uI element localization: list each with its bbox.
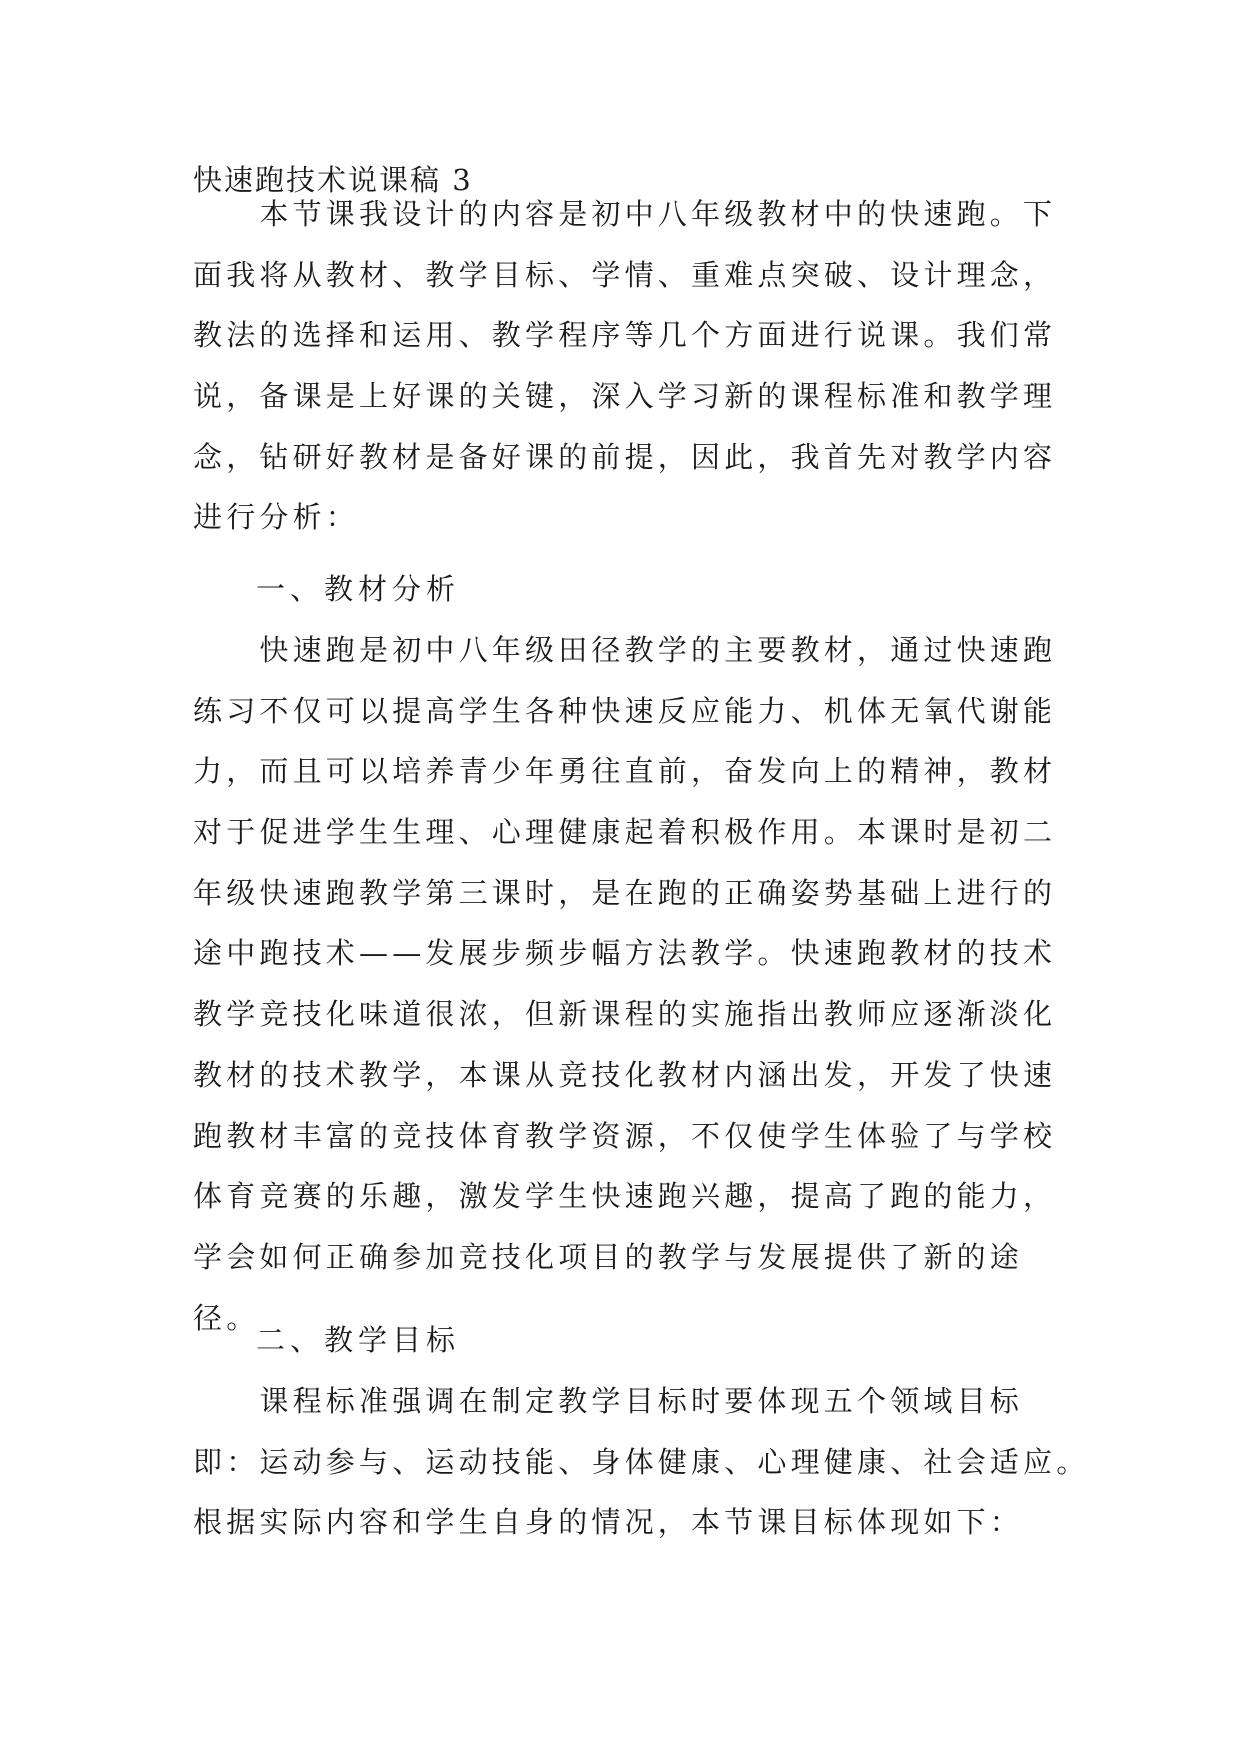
text-line: 即：运动参与、运动技能、身体健康、心理健康、社会适应。 — [193, 1444, 1090, 1479]
objectives-paragraph — [193, 1371, 1090, 1553]
text-line: 学会如何正确参加竞技化项目的教学与发展提供了新的途 — [193, 1239, 1024, 1274]
text-line: 念，钻研好教材是备好课的前提，因此，我首先对教学内容 — [193, 439, 1057, 474]
text-line: 途中跑技术——发展步频步幅方法教学。快速跑教材的技术 — [193, 936, 1057, 971]
text-line: 体育竞赛的乐趣，激发学生快速跑兴趣，提高了跑的能力， — [193, 1179, 1057, 1214]
section-heading-materials: 一、教材分析 — [256, 572, 461, 606]
intro-paragraph — [193, 184, 1073, 548]
text-line: 对于促进学生生理、心理健康起着积极作用。本课时是初二 — [193, 815, 1057, 850]
text-line: 课程标准强调在制定教学目标时要体现五个领域目标 — [193, 1384, 1024, 1418]
document-title: 快速跑技术说课稿 3 — [193, 163, 473, 197]
text-line: 教学竞技化味道很浓，但新课程的实施指出教师应逐渐淡化 — [193, 997, 1057, 1032]
text-line: 教材的技术教学，本课从竞技化教材内涵出发，开发了快速 — [193, 1057, 1057, 1092]
text-line: 进行分析： — [193, 500, 360, 535]
text-line: 径。 — [193, 1300, 260, 1335]
materials-paragraph — [193, 620, 1073, 1348]
text-line: 年级快速跑教学第三课时，是在跑的正确姿势基础上进行的 — [193, 875, 1057, 910]
text-line: 跑教材丰富的竞技体育教学资源，不仅使学生体验了与学校 — [193, 1118, 1057, 1153]
section-heading-objectives: 二、教学目标 — [256, 1323, 461, 1357]
text-line: 练习不仅可以提高学生各种快速反应能力、机体无氧代谢能 — [193, 693, 1057, 728]
text-line: 本节课我设计的内容是初中八年级教材中的快速跑。下 — [193, 197, 1057, 231]
text-line: 力，而且可以培养青少年勇往直前，奋发向上的精神，教材 — [193, 754, 1057, 789]
text-line: 快速跑是初中八年级田径教学的主要教材，通过快速跑 — [193, 633, 1057, 667]
text-line: 面我将从教材、教学目标、学情、重难点突破、设计理念， — [193, 257, 1057, 292]
text-line: 说，备课是上好课的关键，深入学习新的课程标准和教学理 — [193, 379, 1057, 414]
text-line: 根据实际内容和学生自身的情况，本节课目标体现如下： — [193, 1505, 1024, 1540]
text-line: 教法的选择和运用、教学程序等几个方面进行说课。我们常 — [193, 318, 1057, 353]
